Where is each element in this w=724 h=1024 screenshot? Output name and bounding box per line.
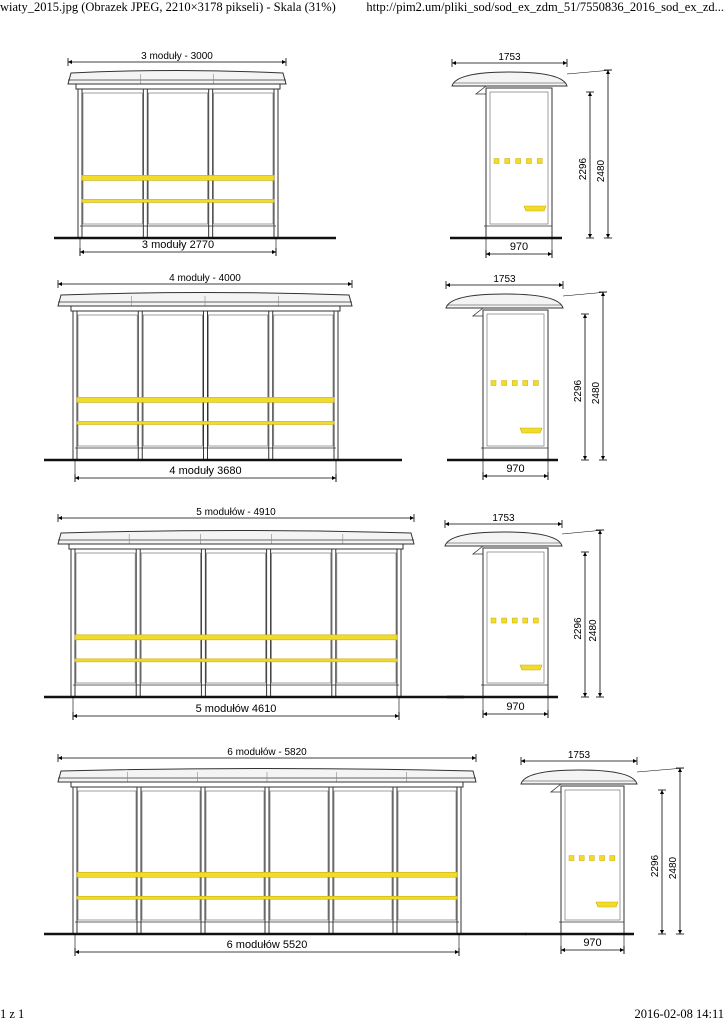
front-end-post [73, 311, 77, 460]
dimension-arrow [483, 474, 487, 478]
front-post [332, 549, 336, 697]
total-height-dimension [676, 768, 684, 934]
glass-panel [209, 315, 268, 446]
front-top-dimension-label: 5 modułów - 4910 [196, 507, 276, 518]
dimension-arrow [58, 756, 62, 760]
total-height-label: 2480 [668, 856, 679, 880]
dimension-arrow [472, 756, 476, 760]
front-end-post [71, 549, 75, 697]
side-bench-marker [512, 381, 517, 386]
front-roof [58, 531, 414, 545]
front-bench-seat [77, 421, 334, 424]
extension-line [567, 70, 612, 74]
extension-line [563, 292, 607, 296]
side-depth-label: 970 [506, 463, 525, 475]
dimension-arrow [598, 693, 602, 697]
side-bench-marker [502, 618, 507, 623]
side-roof-bracket [473, 308, 483, 316]
front-end-post [78, 89, 82, 238]
front-view [44, 507, 464, 720]
front-bench-seat [82, 199, 274, 202]
dimension-arrow [445, 522, 449, 526]
side-bench-marker [523, 381, 528, 386]
side-seat [524, 206, 546, 211]
dimension-arrow [332, 476, 336, 480]
front-end-post [397, 549, 401, 697]
glass-panel [398, 791, 456, 920]
total-height-dimension [596, 530, 604, 697]
front-bench-seat [75, 659, 397, 662]
dimension-arrow [583, 693, 587, 697]
front-post [209, 89, 213, 238]
browser-print-url: http://pim2.um/pliki_sod/sod_ex_zdm_51/7550836_2016_sod_ex_zd... [366, 0, 724, 14]
extension-line [637, 768, 684, 772]
side-bench-marker [600, 856, 605, 861]
front-gutter [76, 84, 280, 89]
side-view [521, 750, 684, 954]
glass-panel [337, 553, 396, 683]
side-bench-marker [502, 381, 507, 386]
dimension-arrow [559, 283, 563, 287]
front-top-dimension-label: 4 moduły - 4000 [169, 273, 241, 284]
side-depth-label: 970 [583, 937, 602, 949]
dimension-arrow [544, 712, 548, 716]
side-bench-marker [537, 159, 542, 164]
front-gutter [71, 782, 463, 787]
side-width-label: 1753 [498, 52, 521, 63]
front-post [393, 787, 397, 934]
dimension-arrow [521, 759, 525, 763]
dimension-arrow [446, 283, 450, 287]
side-roof [445, 532, 562, 546]
dimension-arrow [58, 516, 62, 520]
front-post [329, 787, 333, 934]
shelter-5-modules [44, 507, 604, 720]
side-bench-marker [491, 381, 496, 386]
front-view [54, 51, 336, 256]
front-post [138, 311, 142, 460]
side-bench-marker [523, 618, 528, 623]
extension-line [562, 530, 604, 534]
glass-panel [76, 553, 135, 683]
front-end-post [274, 89, 278, 238]
front-post [201, 787, 205, 934]
front-post [269, 311, 273, 460]
shelter-3-modules [54, 51, 612, 258]
dimension-arrow [558, 522, 562, 526]
dimension-arrow [80, 250, 84, 254]
side-view [450, 52, 612, 258]
dimension-arrow [548, 252, 552, 256]
glass-panel [334, 791, 392, 920]
front-end-post [457, 787, 461, 934]
glass-panel [214, 93, 273, 224]
dimension-arrow [660, 790, 664, 794]
side-bench-marker [516, 159, 521, 164]
dimension-arrow [583, 456, 587, 460]
dimension-arrow [455, 950, 459, 954]
side-bench-marker [589, 856, 594, 861]
front-post [143, 89, 147, 238]
front-bench-back [82, 175, 274, 180]
print-timestamp: 2016-02-08 14:11 [634, 1007, 724, 1021]
glass-panel [206, 553, 265, 683]
front-bottom-dimension-label: 3 moduły 2770 [141, 239, 215, 251]
side-bench-marker [491, 618, 496, 623]
dimension-arrow [544, 474, 548, 478]
dimension-arrow [58, 282, 62, 286]
side-roof-bracket [476, 86, 486, 94]
dimension-arrow [452, 61, 456, 65]
dimension-arrow [75, 950, 79, 954]
glass-panel [148, 93, 207, 224]
front-bench-back [77, 397, 334, 402]
side-bench-marker [494, 159, 499, 164]
glass-panel [206, 791, 264, 920]
front-post [265, 787, 269, 934]
side-bench-marker [526, 159, 531, 164]
dimension-arrow [583, 552, 587, 556]
front-bench-back [75, 635, 397, 640]
side-roof [452, 72, 567, 86]
side-depth-label: 970 [509, 241, 529, 253]
front-end-post [334, 311, 338, 460]
total-height-dimension [599, 292, 607, 460]
front-bottom-dimension-label: 4 moduły 3680 [169, 465, 242, 477]
front-bench-back [77, 872, 457, 877]
dimension-arrow [272, 250, 276, 254]
side-depth-label: 970 [506, 701, 525, 713]
side-width-label: 1753 [567, 750, 591, 761]
glass-panel [83, 93, 142, 224]
inner-height-label: 2296 [573, 617, 584, 640]
side-seat [596, 902, 618, 907]
front-view [44, 273, 402, 482]
side-roof [521, 770, 637, 784]
side-view [445, 513, 604, 718]
glass-panel [78, 791, 136, 920]
side-roof-bracket [473, 546, 483, 554]
dimension-arrow [348, 282, 352, 286]
glass-panel [143, 315, 202, 446]
dimension-arrow [633, 759, 637, 763]
glass-panel [142, 791, 200, 920]
dimension-arrow [282, 60, 286, 64]
front-bench-seat [77, 896, 457, 899]
dimension-arrow [660, 930, 664, 934]
total-height-label: 2480 [596, 159, 607, 183]
dimension-arrow [410, 516, 414, 520]
total-height-dimension [604, 70, 612, 238]
side-bench-marker [512, 618, 517, 623]
side-bench-marker [569, 856, 574, 861]
inner-height-label: 2296 [573, 379, 584, 403]
glass-panel [272, 553, 331, 683]
shelter-4-modules [44, 273, 607, 482]
glass-panel [141, 553, 200, 683]
side-roof-bracket [551, 784, 561, 792]
front-view [44, 747, 526, 956]
dimension-arrow [620, 948, 624, 952]
total-height-label: 2480 [591, 381, 602, 405]
dimension-arrow [588, 234, 592, 238]
page-counter: 1 z 1 [0, 1007, 25, 1021]
browser-print-title: wiaty_2015.jpg (Obrazek JPEG, 2210×3178 pikseli) - Skala (31%) [0, 0, 336, 14]
dimension-arrow [73, 714, 77, 718]
front-top-dimension-label: 6 modułów - 5820 [227, 747, 307, 758]
dimension-arrow [483, 712, 487, 716]
front-gutter [71, 306, 340, 311]
side-bench-marker [533, 618, 538, 623]
side-bench-marker [505, 159, 510, 164]
side-seat [520, 665, 542, 670]
dimension-arrow [601, 456, 605, 460]
dimension-arrow [588, 92, 592, 96]
dimension-arrow [678, 930, 682, 934]
front-post [137, 787, 141, 934]
side-bench-marker [579, 856, 584, 861]
front-post [267, 549, 271, 697]
dimension-arrow [486, 252, 490, 256]
glass-panel [274, 315, 333, 446]
front-bottom-dimension-label: 5 modułów 4610 [195, 703, 277, 715]
front-post [201, 549, 205, 697]
shelter-6-modules [44, 747, 684, 956]
side-seat [520, 428, 542, 433]
inner-height-label: 2296 [578, 157, 589, 181]
dimension-arrow [395, 714, 399, 718]
side-bench-marker [533, 381, 538, 386]
front-top-dimension-label: 3 moduły - 3000 [141, 51, 213, 62]
front-post [204, 311, 208, 460]
front-bottom-dimension-label: 6 modułów 5520 [226, 939, 308, 951]
front-gutter [69, 544, 403, 549]
dimension-arrow [68, 60, 72, 64]
inner-height-label: 2296 [650, 854, 661, 878]
dimension-arrow [561, 948, 565, 952]
front-end-post [73, 787, 77, 934]
glass-panel [270, 791, 328, 920]
dimension-arrow [75, 476, 79, 480]
side-bench-marker [610, 856, 615, 861]
side-width-label: 1753 [492, 513, 515, 524]
side-width-label: 1753 [493, 274, 516, 285]
front-roof [68, 71, 286, 85]
side-roof [446, 294, 563, 308]
side-view [446, 274, 607, 480]
front-post [136, 549, 140, 697]
dimension-arrow [563, 61, 567, 65]
total-height-label: 2480 [588, 619, 599, 642]
glass-panel [78, 315, 137, 446]
dimension-arrow [583, 314, 587, 318]
dimension-arrow [606, 234, 610, 238]
